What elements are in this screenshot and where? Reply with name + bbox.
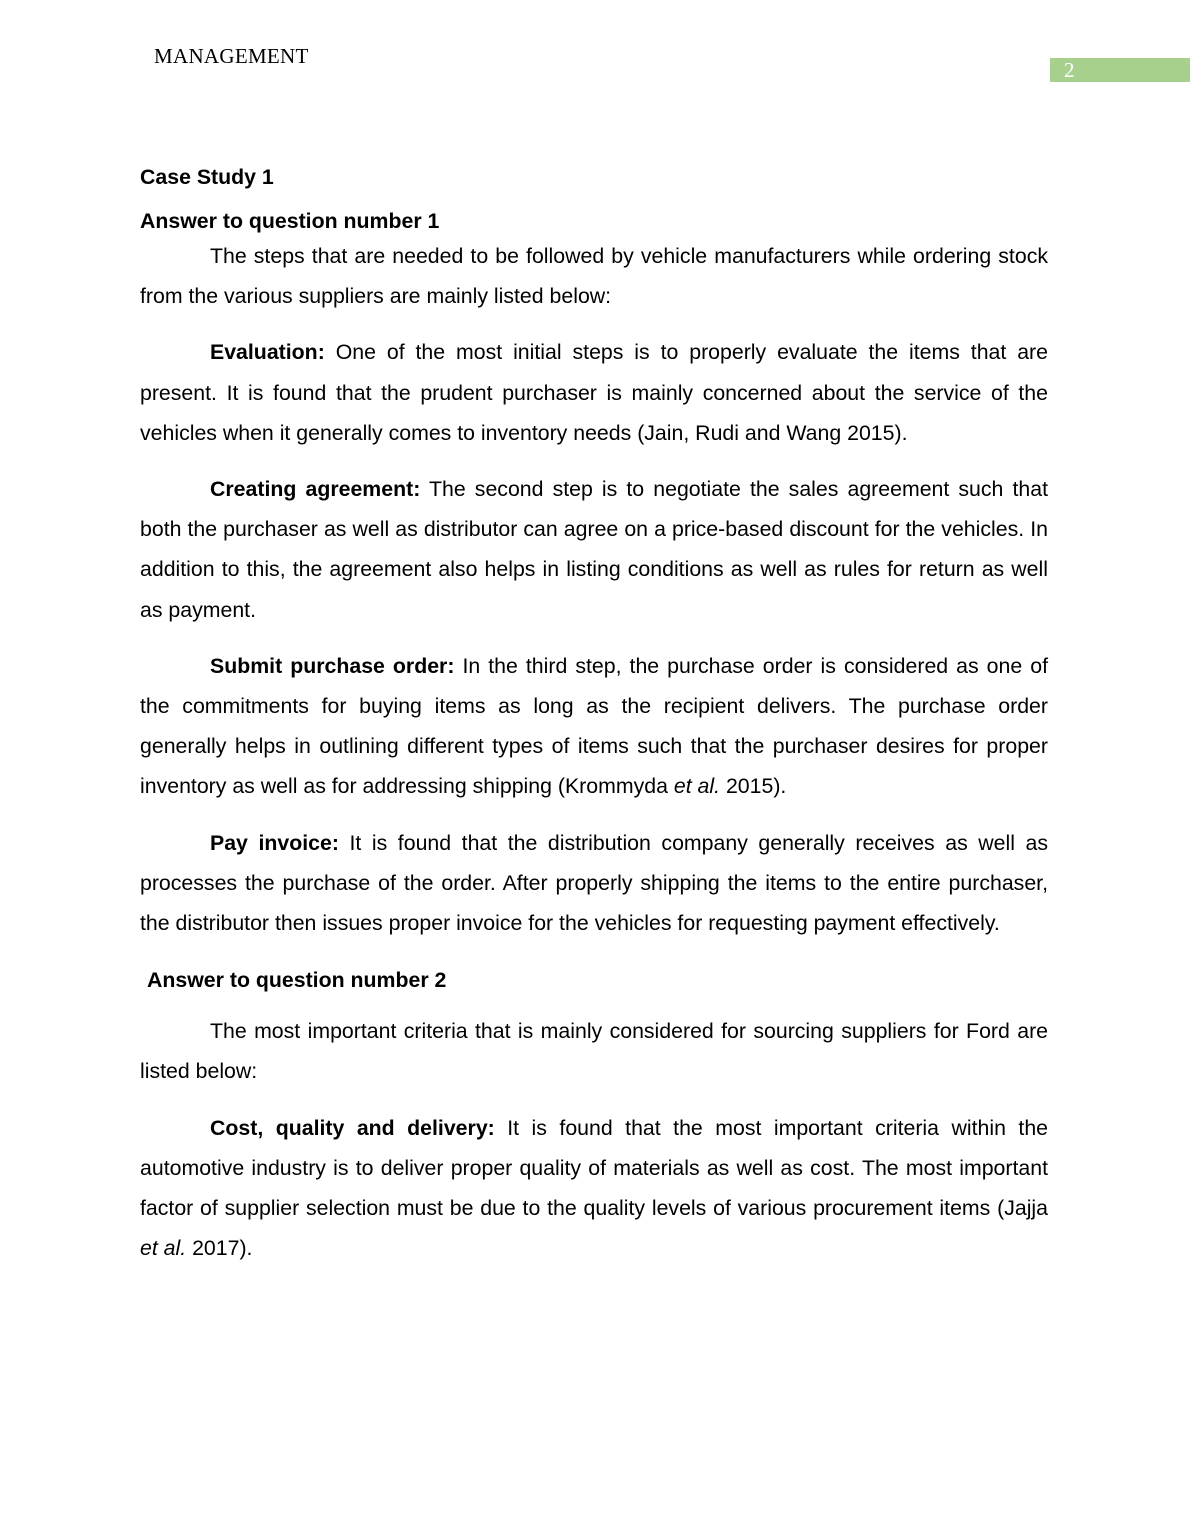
purchase-order-paragraph <box>140 646 1048 807</box>
paragraph-text: The second step is to negotiate the sales agreement such that both the purchaser as well as distributor can agree on a price-based discount for the vehicles. In addition to this, the agreement also helps in listing conditions as well as rules for return as well as payment. <box>140 477 1049 622</box>
q1-intro-paragraph <box>140 236 1048 316</box>
paragraph-lead: Pay invoice: <box>210 830 339 855</box>
citation-tail: 2015). <box>720 774 787 799</box>
page-number: 2 <box>1064 58 1075 82</box>
agreement-paragraph <box>140 469 1048 630</box>
document-body <box>140 162 1048 1284</box>
q1-heading: Answer to question number 1 <box>140 209 440 233</box>
paragraph-text: The most important criteria that is mainly considered for sourcing suppliers for Ford are listed below: <box>140 1019 1048 1084</box>
page-number-bar <box>1050 58 1190 82</box>
citation-tail: 2017). <box>186 1236 253 1261</box>
paragraph-text: It is found that the distribution company generally receives as well as processes the purchase of the order. After properly shipping the items to the entire purchaser, the distributor then issues proper invoice for the vehicles for requesting payment effectively. <box>140 830 1048 936</box>
case-study-title: Case Study 1 <box>140 165 274 189</box>
citation-etal: et al. <box>673 774 721 799</box>
paragraph-lead: Submit purchase order: <box>210 653 455 678</box>
paragraph-lead: Cost, quality and delivery: <box>210 1115 495 1140</box>
paragraph-text: The steps that are needed to be followed by vehicle manufacturers while ordering stock from the various suppliers are mainly listed below: <box>140 244 1048 309</box>
paragraph-text: In the third step, the purchase order is considered as one of the commitments for buying items as long as the recipient delivers. The purchase order generally helps in outlining different types of items such that the purchaser desires for proper inventory as well as for addressing shipping (Krommyda <box>140 653 1048 799</box>
paragraph-text: One of the most initial steps is to properly evaluate the items that are present. It is found that the prudent purchaser is mainly concerned about the service of the vehicles when it generally comes to inventory needs (Jain, Rudi and Wang 2015). <box>140 340 1048 445</box>
paragraph-text: It is found that the most important criteria within the automotive industry is to deliver proper quality of materials as well as cost. The most important factor of supplier selection must be due to the quality levels of various procurement items (Jajja <box>140 1115 1049 1221</box>
running-header: MANAGEMENT <box>154 44 309 68</box>
cost-quality-paragraph <box>140 1108 1048 1269</box>
q2-intro-paragraph <box>140 1011 1048 1091</box>
citation-etal: et al. <box>140 1236 187 1261</box>
paragraph-lead: Evaluation: <box>210 340 325 365</box>
q2-heading: Answer to question number 2 <box>147 968 447 993</box>
pay-invoice-paragraph <box>140 823 1048 944</box>
evaluation-paragraph <box>140 332 1048 453</box>
paragraph-lead: Creating agreement: <box>210 477 421 502</box>
